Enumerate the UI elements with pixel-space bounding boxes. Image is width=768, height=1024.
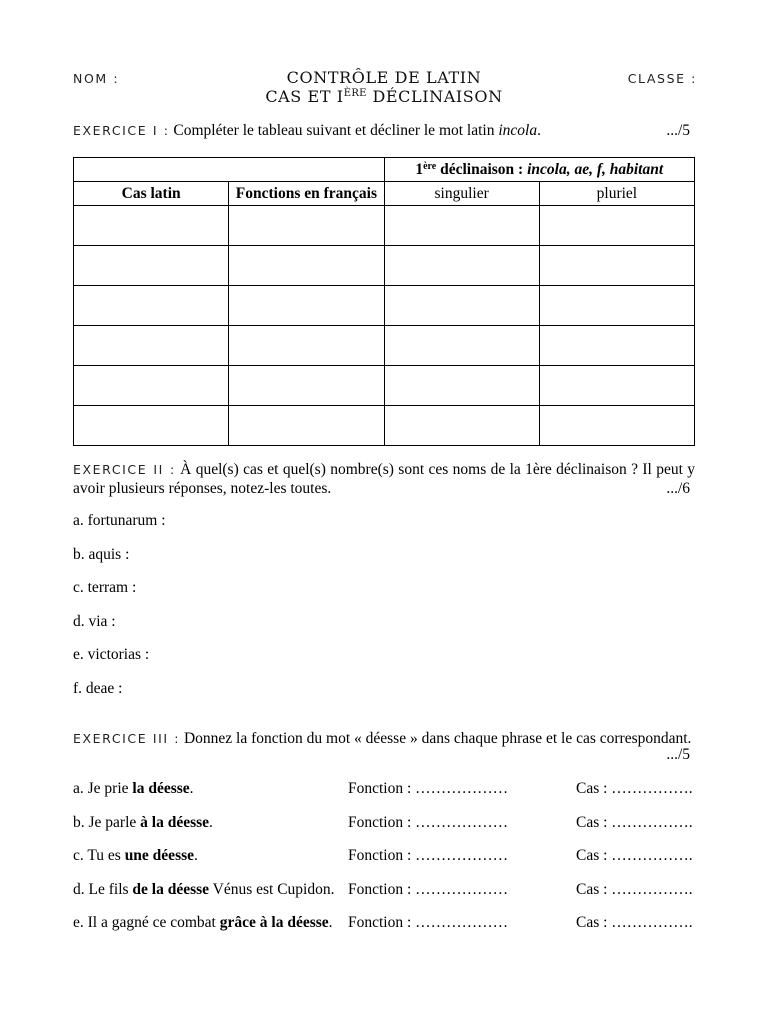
sentence [73, 780, 194, 798]
exercise-1-instruction [73, 122, 541, 140]
list-item: e. victorias : [73, 646, 150, 664]
table-cell [74, 246, 229, 286]
fonction-blank: Fonction : ……………… [348, 880, 509, 898]
table-row [74, 366, 695, 406]
table-cell [539, 246, 694, 286]
table-cell [74, 206, 229, 246]
table-row [74, 246, 695, 286]
exercise-1-instruction-line [73, 122, 690, 140]
exercise-1-label: EXERCICE I : [73, 123, 170, 138]
table-group-header-row [74, 158, 695, 182]
title-line-2-start: CAS ET I [265, 87, 344, 106]
column-header-pluriel: pluriel [539, 182, 694, 206]
table-row [74, 326, 695, 366]
sentence-highlight: à la déesse [140, 813, 210, 831]
table-cell [384, 206, 539, 246]
list-item: a. fortunarum : [73, 512, 166, 529]
table-cell [539, 406, 694, 446]
exercise-2-instruction-line-2 [73, 480, 690, 498]
exercise-2-label: EXERCICE II : [73, 462, 176, 477]
sentence-end: . [189, 780, 194, 797]
exercise-1-instruction-end: . [537, 122, 541, 139]
exercise-3-instruction-text: Donnez la fonction du mot « déesse » dans chaque phrase et le cas correspondant. [183, 730, 692, 747]
table-cell [384, 406, 539, 446]
table-cell [229, 206, 384, 246]
title-line-1: CONTRÔLE DE LATIN [286, 68, 482, 87]
sentence-end: . [328, 914, 333, 931]
declension-table [73, 157, 695, 446]
table-row [74, 206, 695, 246]
list-item [73, 914, 695, 948]
column-header-singulier: singulier [384, 182, 539, 206]
cas-blank: Cas : ……………. [576, 813, 693, 831]
sentence-highlight: une déesse [124, 847, 195, 864]
group-header-word: incola, ae, f, habitant [527, 160, 664, 178]
cas-blank: Cas : ……………. [576, 914, 693, 931]
table-group-header-empty [74, 158, 385, 182]
table-group-header [384, 158, 695, 182]
list-item [73, 847, 695, 881]
sentence [73, 814, 213, 832]
table-cell [384, 286, 539, 326]
exercise-3-label: EXERCICE III : [73, 731, 181, 746]
group-header-text: déclinaison : [440, 160, 524, 178]
table-cell [74, 286, 229, 326]
column-header-fonctions: Fonctions en français [229, 182, 384, 206]
sentence [73, 881, 335, 899]
sentence-start: e. Il a gagné ce combat [73, 914, 216, 931]
table-cell [539, 326, 694, 366]
table-cell [384, 366, 539, 406]
list-item [73, 881, 695, 915]
list-item [73, 814, 695, 848]
exercise-1-score: .../5 [666, 122, 690, 139]
fonction-blank: Fonction : ……………… [348, 780, 509, 797]
exercise-1-instruction-text: Compléter le tableau suivant et décliner le mot latin [173, 122, 495, 139]
sentence-highlight: de la déesse [132, 880, 210, 898]
sentence-highlight: grâce à la déesse [219, 914, 329, 931]
table-cell [229, 326, 384, 366]
fonction-blank: Fonction : ……………… [348, 813, 509, 831]
classe-label: CLASSE : [627, 71, 697, 86]
title-line-2-end: DÉCLINAISON [372, 87, 503, 106]
list-item: c. terram : [73, 579, 137, 597]
sentence [73, 914, 333, 932]
sentence-end: . [194, 847, 198, 864]
title-line-2-superscript: ÈRE [343, 88, 367, 99]
exercise-2-instruction-continued: avoir plusieurs réponses, notez-les toutes. [73, 480, 332, 497]
table-cell [229, 286, 384, 326]
sentence-start: b. Je parle [73, 813, 137, 831]
table-row [74, 406, 695, 446]
cas-blank: Cas : ……………. [576, 847, 693, 864]
table-cell [74, 406, 229, 446]
table-cell [229, 246, 384, 286]
table-cell [539, 286, 694, 326]
group-header-number: 1 [415, 160, 424, 178]
exercise-3-list [73, 780, 695, 948]
sentence-start: c. Tu es [73, 847, 121, 864]
cas-blank: Cas : ……………. [576, 780, 693, 797]
exercise-3-score: .../5 [666, 746, 690, 763]
sentence-end: . [209, 813, 213, 831]
nom-label: NOM : [73, 71, 120, 86]
list-item [73, 780, 695, 814]
exercise-2-list [73, 512, 166, 714]
table-cell [384, 246, 539, 286]
exercise-1-latin-word: incola [498, 122, 538, 139]
table-cell [539, 206, 694, 246]
table-cell [229, 366, 384, 406]
fonction-blank: Fonction : ……………… [348, 847, 509, 864]
cas-blank: Cas : ……………. [576, 880, 693, 898]
table-cell [384, 326, 539, 366]
exercise-2-instruction-text: À quel(s) cas et quel(s) nombre(s) sont ces noms de la 1ère déclinaison ? Il peut y [180, 461, 696, 478]
column-header-cas-latin: Cas latin [74, 182, 229, 206]
table-row [74, 286, 695, 326]
sentence-end: Vénus est Cupidon. [209, 880, 335, 898]
table-cell [74, 326, 229, 366]
sentence-start: a. Je prie [73, 780, 129, 797]
table-cell [229, 406, 384, 446]
list-item: f. deae : [73, 679, 123, 697]
table-column-header-row [74, 182, 695, 206]
list-item: d. via : [73, 612, 116, 630]
table-cell [74, 366, 229, 406]
title-line-2 [0, 87, 768, 109]
exercise-2-score: .../6 [666, 480, 690, 497]
group-header-superscript: ère [423, 160, 437, 172]
fonction-blank: Fonction : ……………… [348, 914, 509, 931]
sentence-start: d. Le fils [73, 880, 129, 898]
table-cell [539, 366, 694, 406]
sentence-highlight: la déesse [132, 780, 190, 797]
sentence [73, 847, 198, 865]
list-item: b. aquis : [73, 545, 130, 563]
exercise-2-instruction-line-1 [73, 461, 695, 479]
